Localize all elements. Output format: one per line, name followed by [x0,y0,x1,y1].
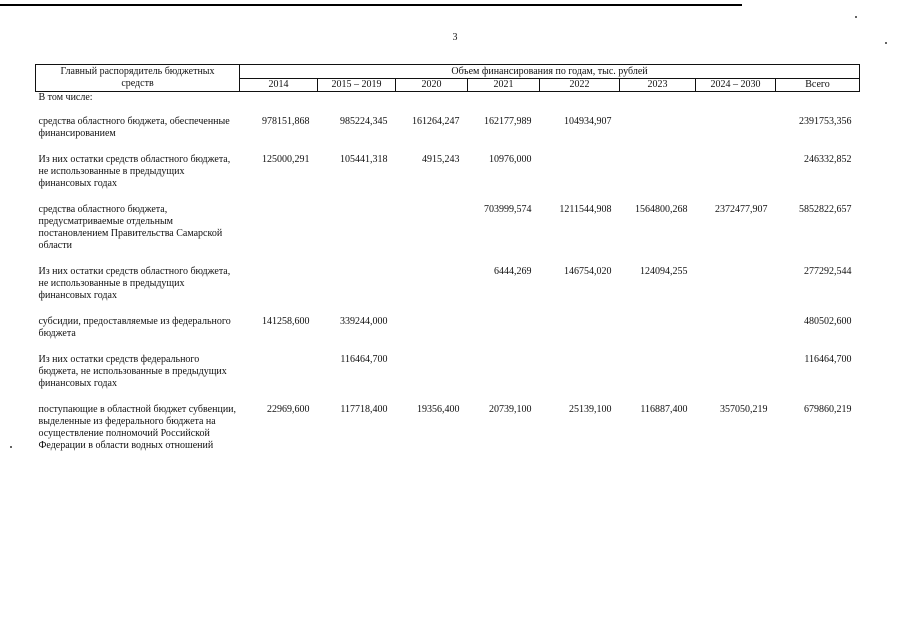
column-header: Всего [776,79,860,92]
intro-label: В том числе: [38,92,93,103]
value-cell [696,354,776,390]
value-cell [620,316,696,340]
table-row [36,316,860,340]
value-cell: 161264,247 [412,116,460,127]
table-row [36,266,860,302]
column-header: 2024 – 2030 [696,79,776,92]
scan-speck [885,42,887,44]
lead-header [36,65,240,92]
value-cell [240,204,318,252]
value-cell: 978151,868 [262,116,310,127]
value-cell: 116464,700 [804,354,852,365]
value-cell [696,154,776,190]
value-cell [620,154,696,190]
value-cell: 25139,100 [569,404,612,415]
value-cell: 124094,255 [640,266,688,277]
table-row [36,404,860,452]
lead-header-line1: Главный распорядитель бюджетных [60,66,215,77]
value-cell: 117718,400 [340,404,388,415]
value-cell: 277292,544 [804,266,852,277]
column-header: 2014 [240,79,318,92]
table-row [36,354,860,390]
value-cell: 5852822,657 [799,204,852,215]
table-header [36,65,860,92]
value-cell: 19356,400 [417,404,460,415]
group-header: Объем финансирования по годам, тыс. рублей [240,65,860,79]
row-label: средства областного бюджета, предусматриваемые отдельным постановлением Правительства Самарской области [38,204,223,251]
value-cell [318,204,396,252]
value-cell [396,354,468,390]
value-cell: 10976,000 [489,154,532,165]
column-header: 2015 – 2019 [318,79,396,92]
value-cell [240,266,318,302]
row-label: Из них остатки средств областного бюджета, не использованные в предыдущих финансовых годах [38,266,231,301]
table-row [36,204,860,252]
value-cell [696,266,776,302]
top-rule [0,4,742,6]
value-cell: 6444,269 [494,266,532,277]
value-cell [540,316,620,340]
value-cell: 146754,020 [564,266,612,277]
lead-header-line2: средств [121,78,154,89]
row-label: Из них остатки средств федерального бюджета, не использованные в предыдущих финансовых годах [38,354,227,389]
value-cell: 679860,219 [804,404,852,415]
value-cell: 2391753,356 [799,116,852,127]
value-cell [318,266,396,302]
table-row [36,116,860,140]
value-cell: 20739,100 [489,404,532,415]
value-cell: 480502,600 [804,316,852,327]
column-header: 2023 [620,79,696,92]
value-cell: 105441,318 [340,154,388,165]
scan-speck [855,16,857,18]
scan-speck [10,446,12,448]
page-number: 3 [452,32,458,43]
column-header: 2021 [468,79,540,92]
value-cell: 4915,243 [422,154,460,165]
value-cell [620,354,696,390]
value-cell: 703999,574 [484,204,532,215]
value-cell: 2372477,907 [715,204,768,215]
value-cell [468,316,540,340]
value-cell: 357050,219 [720,404,768,415]
value-cell: 141258,600 [262,316,310,327]
value-cell: 1211544,908 [559,204,612,215]
value-cell: 104934,907 [564,116,612,127]
value-cell: 125000,291 [262,154,310,165]
table-body [36,92,860,453]
value-cell: 1564800,268 [635,204,688,215]
value-cell: 116464,700 [340,354,388,365]
value-cell: 116887,400 [640,404,688,415]
value-cell [696,316,776,340]
value-cell [540,354,620,390]
value-cell [696,116,776,140]
row-label: средства областного бюджета, обеспеченные финансированием [38,116,230,139]
value-cell: 339244,000 [340,316,388,327]
value-cell [396,204,468,252]
row-label: Из них остатки средств областного бюджета, не использованные в предыдущих финансовых годах [38,154,231,189]
value-cell [396,266,468,302]
column-header: 2020 [396,79,468,92]
value-cell: 246332,852 [804,154,852,165]
value-cell [240,354,318,390]
value-cell: 162177,989 [484,116,532,127]
table-row [36,154,860,190]
value-cell [540,154,620,190]
value-cell: 985224,345 [340,116,388,127]
value-cell [620,116,696,140]
row-label: поступающие в областной бюджет субвенции, выделенные из федерального бюджета на осуществление полномочий Российской Федерации в области водных отношений [38,404,237,451]
value-cell [468,354,540,390]
budget-table [35,64,860,452]
value-cell: 22969,600 [267,404,310,415]
row-label: субсидии, предоставляемые из федерального бюджета [38,316,231,339]
value-cell [396,316,468,340]
column-header: 2022 [540,79,620,92]
